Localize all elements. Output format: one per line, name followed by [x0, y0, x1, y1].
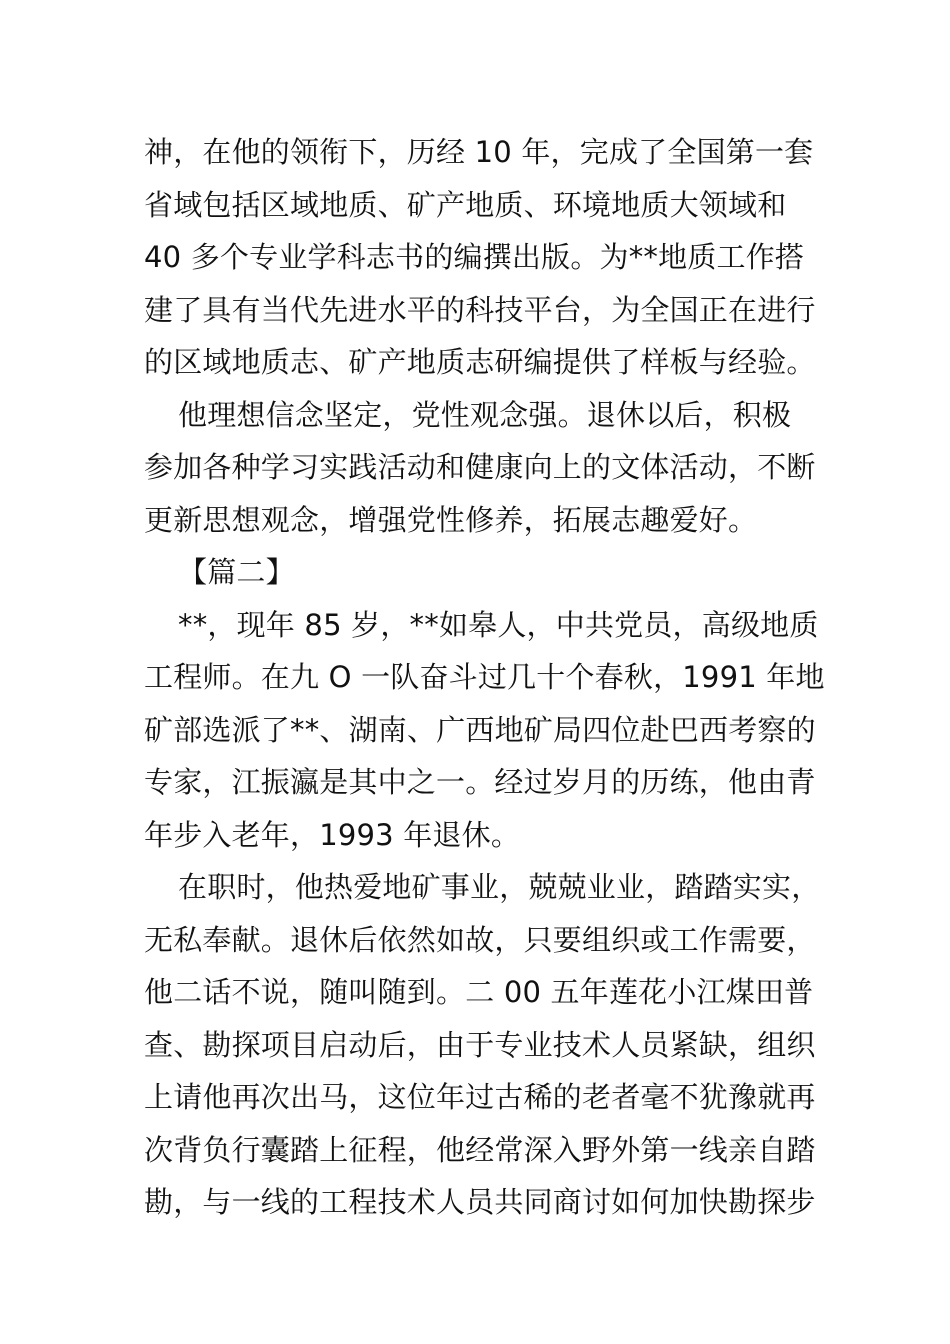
- text-line: 他理想信念坚定，党性观念强。退休以后，积极: [178, 397, 792, 432]
- text-line: 建了具有当代先进水平的科技平台，为全国正在进行: [144, 292, 816, 327]
- text-line: 在职时，他热爱地矿事业，兢兢业业，踏踏实实，: [178, 870, 821, 904]
- paragraph-3: [144, 599, 825, 862]
- text-line: 省域包括区域地质、矿产地质、环境地质大领域和: [144, 187, 787, 222]
- text-line: 神，在他的领衔下，历经 10 年，完成了全国第一套: [144, 135, 814, 169]
- text-line: 更新思想观念，增强党性修养，拓展志趣爱好。: [144, 502, 758, 537]
- text-line: 他二话不说，随叫随到。二 00 五年莲花小江煤田普: [144, 975, 814, 1009]
- text-line: 专家，江振瀛是其中之一。经过岁月的历练，他由青: [144, 765, 816, 799]
- text-line: 40 多个专业学科志书的编撰出版。为**地质工作搭: [144, 240, 805, 274]
- text-line: 矿部选派了**、湖南、广西地矿局四位赴巴西考察的: [144, 712, 816, 747]
- paragraph-2: [144, 389, 816, 547]
- document-body: [144, 126, 825, 1229]
- text-line: 工程师。在九 O 一队奋斗过几十个春秋，1991 年地: [144, 660, 825, 694]
- text-line: 次背负行囊踏上征程，他经常深入野外第一线亲自踏: [144, 1132, 816, 1167]
- paragraph-4: [144, 861, 821, 1229]
- paragraph-1: [144, 126, 816, 389]
- section-heading: 【篇二】: [178, 555, 295, 589]
- text-line: 勘，与一线的工程技术人员共同商讨如何加快勘探步: [144, 1185, 816, 1219]
- text-line: 参加各种学习实践活动和健康向上的文体活动，不断: [144, 450, 816, 484]
- text-line: 的区域地质志、矿产地质志研编提供了样板与经验。: [144, 345, 816, 379]
- text-line: 无私奉献。退休后依然如故，只要组织或工作需要，: [144, 922, 816, 957]
- text-line: 上请他再次出马，这位年过古稀的老者毫不犹豫就再: [144, 1080, 816, 1114]
- text-line: 年步入老年，1993 年退休。: [144, 817, 521, 852]
- section-heading-block: [144, 546, 806, 599]
- text-line: **，现年 85 岁，**如皋人，中共党员，高级地质: [178, 607, 819, 642]
- text-line: 查、勘探项目启动后，由于专业技术人员紧缺，组织: [144, 1027, 816, 1062]
